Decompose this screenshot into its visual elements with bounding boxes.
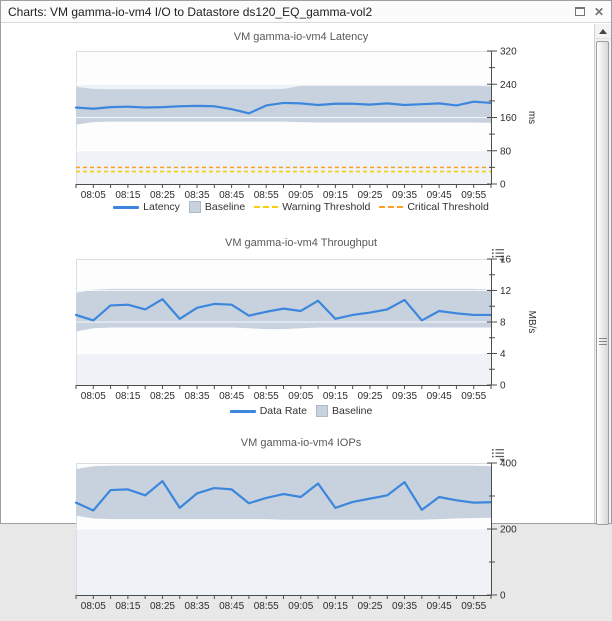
legend-item (230, 405, 307, 417)
svg-text:09:25: 09:25 (357, 601, 383, 612)
svg-text:08:45: 08:45 (219, 391, 245, 402)
svg-text:400: 400 (500, 458, 517, 470)
svg-text:240: 240 (500, 79, 517, 91)
svg-text:08:15: 08:15 (115, 391, 141, 402)
legend-item (379, 201, 489, 213)
svg-text:ms: ms (526, 110, 537, 125)
legend-item (254, 201, 370, 213)
svg-text:09:55: 09:55 (461, 391, 487, 402)
svg-text:09:25: 09:25 (357, 391, 383, 402)
svg-text:08:35: 08:35 (184, 601, 210, 612)
svg-text:MB/s: MB/s (526, 310, 537, 334)
maximize-icon[interactable] (575, 7, 585, 16)
svg-text:08:05: 08:05 (80, 601, 106, 612)
svg-text:16: 16 (500, 254, 512, 266)
latency-line-marker (113, 206, 139, 209)
svg-text:09:05: 09:05 (288, 601, 314, 612)
data-rate-line-marker (230, 410, 256, 413)
svg-text:08:35: 08:35 (184, 391, 210, 402)
svg-text:0: 0 (500, 380, 506, 392)
svg-text:09:45: 09:45 (426, 190, 452, 201)
baseline-box-marker (316, 405, 328, 417)
scrollbar-up-button[interactable] (595, 24, 611, 39)
iops-chart-title: VM gamma-io-vm4 IOPs (240, 437, 362, 449)
critical-threshold-marker (379, 206, 403, 208)
svg-text:08:15: 08:15 (115, 190, 141, 201)
svg-text:0: 0 (500, 179, 506, 191)
svg-text:09:55: 09:55 (461, 190, 487, 201)
svg-text:08:25: 08:25 (149, 391, 175, 402)
svg-text:8: 8 (500, 317, 506, 329)
svg-text:08:05: 08:05 (80, 391, 106, 402)
throughput-chart-title: VM gamma-io-vm4 Throughput (224, 237, 378, 249)
svg-text:200: 200 (500, 524, 517, 536)
latency-chart-legend (21, 200, 581, 214)
legend-item (316, 405, 372, 417)
svg-text:09:15: 09:15 (322, 601, 348, 612)
svg-text:08:25: 08:25 (149, 190, 175, 201)
svg-text:08:45: 08:45 (219, 190, 245, 201)
iops-chart[interactable] (1, 457, 561, 621)
svg-text:08:55: 08:55 (253, 190, 279, 201)
svg-text:09:45: 09:45 (426, 391, 452, 402)
svg-text:08:55: 08:55 (253, 601, 279, 612)
legend-label: Baseline (332, 405, 373, 417)
svg-text:08:05: 08:05 (80, 190, 106, 201)
svg-text:09:05: 09:05 (288, 391, 314, 402)
up-arrow-icon (599, 29, 607, 34)
svg-text:09:55: 09:55 (461, 601, 487, 612)
legend-label: Baseline (204, 201, 246, 213)
svg-text:08:15: 08:15 (115, 601, 141, 612)
svg-text:0: 0 (500, 590, 506, 602)
svg-text:320: 320 (500, 46, 517, 58)
window-title: Charts: VM gamma-io-vm4 I/O to Datastore ds120_EQ_gamma-vol2 (8, 4, 373, 19)
close-icon[interactable]: ✕ (593, 4, 604, 19)
svg-text:09:35: 09:35 (392, 190, 418, 201)
svg-text:08:25: 08:25 (149, 601, 175, 612)
throughput-chart[interactable] (1, 253, 561, 411)
svg-text:09:15: 09:15 (322, 190, 348, 201)
svg-text:09:25: 09:25 (357, 190, 383, 201)
vertical-scrollbar[interactable] (594, 24, 611, 523)
legend-label: Critical Threshold (407, 201, 489, 213)
window-controls (575, 6, 604, 18)
legend-item (189, 201, 245, 213)
scrollbar-grip-icon (599, 338, 607, 346)
svg-text:08:45: 08:45 (219, 601, 245, 612)
latency-chart[interactable] (1, 45, 561, 210)
svg-text:80: 80 (500, 146, 512, 158)
svg-text:12: 12 (500, 286, 512, 297)
legend-label: Warning Threshold (282, 201, 371, 213)
baseline-box-marker (189, 201, 201, 213)
latency-chart-title: VM gamma-io-vm4 Latency (233, 31, 369, 43)
svg-text:08:55: 08:55 (253, 391, 279, 402)
legend-label: Latency (143, 201, 180, 213)
svg-text:09:15: 09:15 (322, 391, 348, 402)
scrollbar-thumb[interactable] (596, 41, 609, 525)
throughput-chart-legend (21, 404, 581, 418)
warning-threshold-marker (254, 206, 278, 208)
legend-label: Data Rate (259, 405, 307, 417)
svg-text:09:05: 09:05 (288, 190, 314, 201)
svg-text:4: 4 (500, 349, 506, 360)
svg-text:160: 160 (500, 113, 517, 124)
svg-text:08:35: 08:35 (184, 190, 210, 201)
title-bar (1, 1, 611, 23)
svg-text:09:35: 09:35 (392, 601, 418, 612)
svg-text:09:45: 09:45 (426, 601, 452, 612)
legend-item (113, 201, 180, 213)
svg-text:09:35: 09:35 (392, 391, 418, 402)
